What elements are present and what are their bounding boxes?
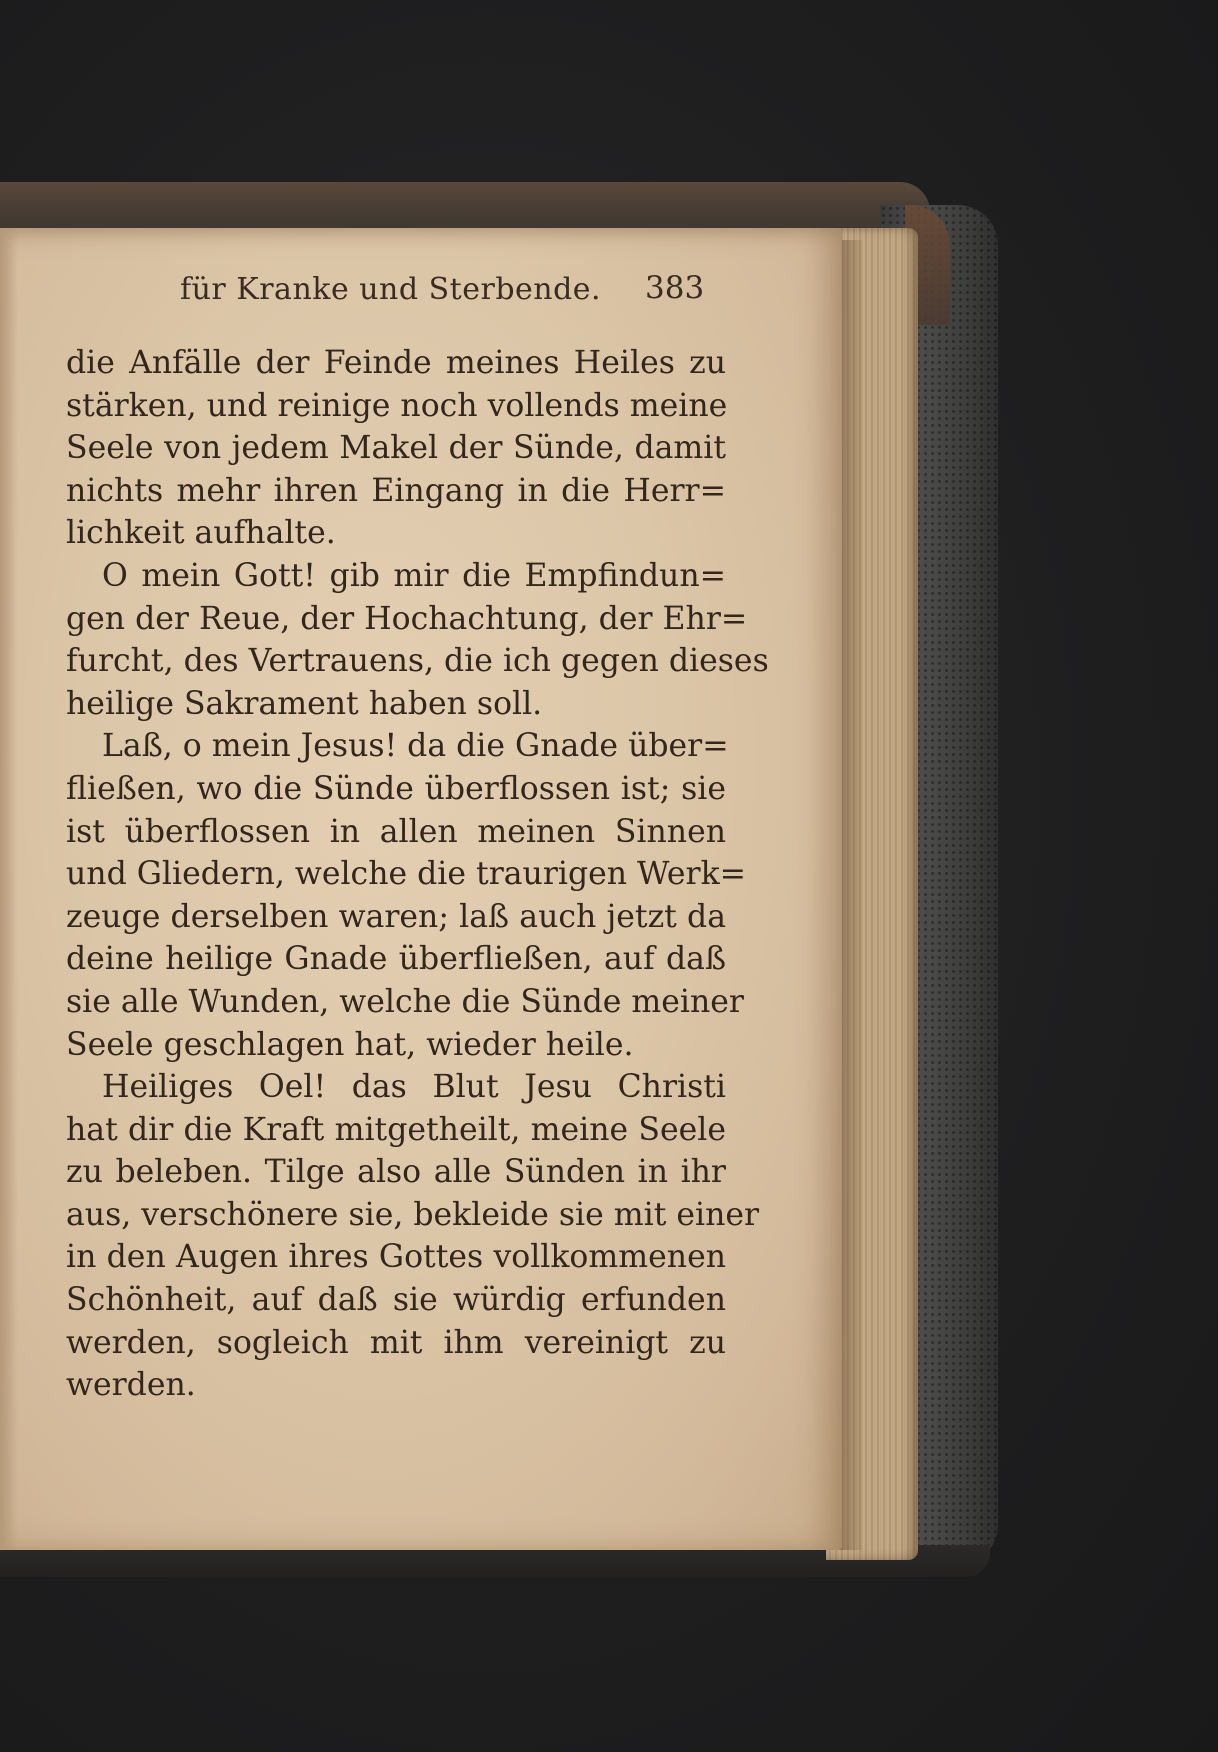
text-line: gen der Reue, der Hochachtung, der Ehr= xyxy=(66,600,748,637)
text-line: werden. xyxy=(66,1367,196,1404)
text-line: Laß, o mein Jesus! da die Gnade über= xyxy=(102,728,729,765)
page-gutter-shadow xyxy=(0,228,18,1550)
text-line: die Anfälle der Feinde meines Heiles zu xyxy=(66,345,726,381)
text-line: deine heilige Gnade überfließen, auf daß xyxy=(66,941,726,978)
text-line: Seele geschlagen hat, wieder heile. xyxy=(66,1026,634,1063)
text-line: aus, verschönere sie, bekleide sie mit einer xyxy=(66,1196,760,1233)
text-line: O mein Gott! gib mir die Empfindun= xyxy=(102,557,726,594)
page-number: 383 xyxy=(645,270,705,306)
text-line: lichkeit aufhalte. xyxy=(66,515,336,552)
text-line: sie alle Wunden, welche die Sünde meiner xyxy=(66,983,744,1020)
text-line: Heiliges Oel! das Blut Jesu Christi xyxy=(102,1069,726,1106)
text-line: heilige Sakrament haben soll. xyxy=(66,685,543,722)
text-line: in den Augen ihres Gottes vollkommenen xyxy=(66,1239,726,1276)
text-line: zu beleben. Tilge also alle Sünden in ihr xyxy=(66,1154,726,1191)
text-line: furcht, des Vertrauens, die ich gegen dieses xyxy=(66,643,769,680)
text-line: stärken, und reinige noch vollends meine xyxy=(66,387,728,424)
text-line: ist überflossen in allen meinen Sinnen xyxy=(66,813,726,850)
text-line: fließen, wo die Sünde überflossen ist; sie xyxy=(66,770,726,807)
text-line: hat dir die Kraft mitgetheilt, meine Seele xyxy=(66,1111,726,1148)
text-line: nichts mehr ihren Eingang in die Herr= xyxy=(66,472,726,509)
body-text xyxy=(66,342,769,1407)
text-line: und Gliedern, welche die traurigen Werk= xyxy=(66,856,747,893)
running-head: für Kranke und Sterbende. xyxy=(180,272,602,307)
text-line: zeuge derselben waren; laß auch jetzt da xyxy=(66,898,726,935)
text-line: werden, sogleich mit ihm vereinigt zu xyxy=(66,1324,726,1361)
text-line: Schönheit, auf daß sie würdig erfunden xyxy=(66,1282,726,1319)
text-line: Seele von jedem Makel der Sünde, damit xyxy=(66,430,726,467)
